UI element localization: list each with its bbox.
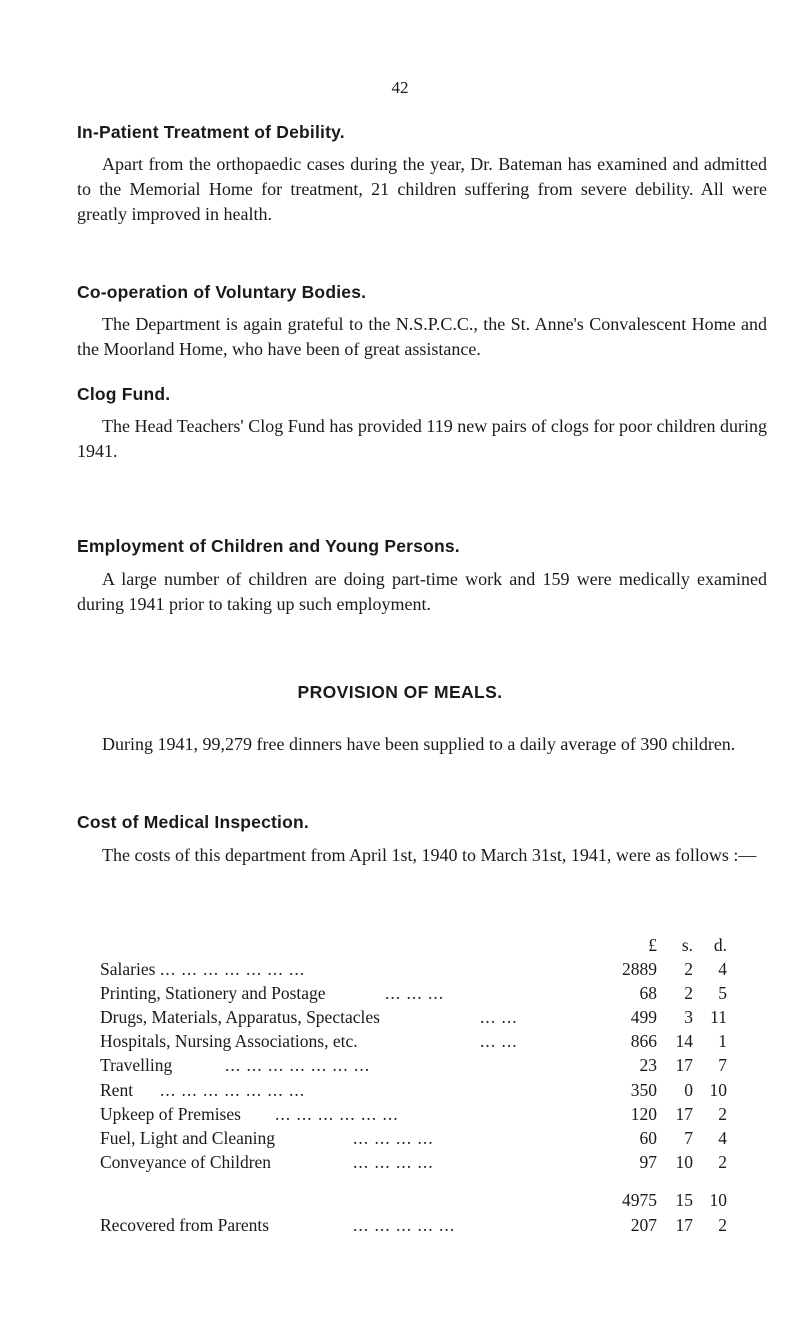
costs-row-leader: ... ... ... ... [353,1127,434,1148]
paragraph-employment-text: A large number of children are doing part-time work and 159 were medically examined during 1941 prior to taking up such employment. [77,569,767,614]
paragraph-employment [77,567,767,617]
costs-row-leader: ... ... [480,1007,518,1028]
costs-row-leader: ... ... ... ... ... ... ... [160,959,306,979]
paragraph-voluntary-text: The Department is again grateful to the N.S.P.C.C., the St. Anne's Convalescent Home and the Moorland Home, who have been of great assistance. [77,314,767,359]
costs-row [100,1031,740,1055]
costs-row-label: Salaries [100,959,156,979]
costs-row-pounds: 499 [630,1007,657,1028]
costs-row-pence: 10 [709,1079,727,1100]
costs-row-leader: ... ... ... [385,983,445,1004]
header-pence: d. [713,935,727,955]
costs-row-shillings: 17 [675,1103,693,1124]
costs-row [100,1104,740,1128]
total-pounds: 4975 [622,1190,657,1210]
paragraph-cost-text: The costs of this department from April 1st, 1940 to March 31st, 1941, were as follows :— [102,845,757,865]
costs-row-shillings: 2 [684,959,693,979]
costs-row [100,1080,740,1104]
costs-row-leader: ... ... ... ... ... ... [275,1103,399,1124]
costs-row-pence: 2 [718,1103,727,1124]
paragraph-meals [77,732,767,757]
costs-row-pounds: 60 [639,1127,657,1148]
costs-row-label: Fuel, Light and Cleaning [100,1127,275,1148]
recovered-shillings: 17 [675,1215,693,1235]
header-shillings: s. [681,935,693,955]
costs-row [100,959,740,983]
costs-row-pence: 1 [718,1031,727,1052]
page-number: 42 [391,78,409,97]
costs-row-pounds: 120 [630,1103,657,1124]
costs-row [100,1128,740,1152]
costs-row-shillings: 2 [684,983,693,1004]
costs-row-shillings: 3 [684,1007,693,1028]
costs-row-pounds: 866 [630,1031,657,1052]
recovered-pence: 2 [718,1215,727,1235]
costs-row-pounds: 350 [630,1079,657,1100]
costs-row-pounds: 23 [639,1055,657,1076]
costs-row-label: Rent [100,1079,134,1100]
costs-row-leader: ... ... ... ... ... ... ... [160,1079,306,1100]
costs-row-label: Printing, Stationery and Postage [100,983,326,1004]
section-heading-voluntary: Co-operation of Voluntary Bodies. [77,282,367,302]
total-pence: 10 [709,1190,727,1210]
costs-row-pence: 7 [718,1055,727,1076]
costs-row-pence: 4 [718,1127,727,1148]
section-heading-cost: Cost of Medical Inspection. [77,812,309,832]
costs-row-pounds: 68 [639,983,657,1004]
costs-row-label: Drugs, Materials, Apparatus, Spectacles [100,1007,380,1028]
costs-header-row [100,935,740,959]
header-pounds: £ [648,935,657,955]
recovered-label: Recovered from Parents [100,1215,270,1235]
costs-row-label: Travelling [100,1055,173,1076]
section-heading-employment: Employment of Children and Young Persons. [77,536,460,556]
recovered-leader: ... ... ... ... ... [353,1215,456,1235]
paragraph-clog-text: The Head Teachers' Clog Fund has provided 119 new pairs of clogs for poor children during 1941. [77,416,767,461]
paragraph-debility [77,152,767,227]
costs-recovered-row [100,1215,740,1239]
paragraph-cost [77,843,767,868]
costs-row-pence: 5 [718,983,727,1004]
recovered-pounds: 207 [630,1215,657,1235]
costs-row-leader: ... ... [480,1031,518,1052]
costs-row-label: Hospitals, Nursing Associations, etc. [100,1031,358,1052]
costs-row-pence: 2 [718,1151,727,1172]
costs-row-shillings: 7 [684,1127,693,1148]
section-heading-meals: PROVISION OF MEALS. [297,682,503,702]
costs-row-shillings: 14 [675,1031,693,1052]
costs-row-label: Conveyance of Children [100,1151,272,1172]
costs-total-row [100,1190,740,1214]
paragraph-meals-text: During 1941, 99,279 free dinners have been supplied to a daily average of 390 children. [102,734,736,754]
costs-row-leader: ... ... ... ... ... ... ... [225,1055,371,1076]
costs-row-shillings: 0 [684,1079,693,1100]
costs-row [100,1055,740,1079]
paragraph-debility-text: Apart from the orthopaedic cases during the year, Dr. Bateman has examined and admitted to the Memorial Home for treatment, 21 children suffering from severe debility. All were greatly improved in health. [77,154,767,224]
costs-row-label: Upkeep of Premises [100,1103,241,1124]
costs-row-pounds: 2889 [622,959,657,979]
costs-row-pence: 11 [710,1007,727,1028]
total-shillings: 15 [675,1190,693,1210]
paragraph-voluntary [77,312,767,362]
costs-row [100,983,740,1007]
costs-row [100,1007,740,1031]
costs-row-pence: 4 [718,959,727,979]
section-heading-clog: Clog Fund. [77,384,171,404]
costs-row-shillings: 17 [675,1055,693,1076]
costs-row-pounds: 97 [639,1151,657,1172]
section-heading-debility: In-Patient Treatment of Debility. [77,122,345,142]
costs-row-shillings: 10 [675,1151,693,1172]
costs-row-leader: ... ... ... ... [353,1151,434,1172]
paragraph-clog [77,414,767,464]
costs-row [100,1152,740,1176]
